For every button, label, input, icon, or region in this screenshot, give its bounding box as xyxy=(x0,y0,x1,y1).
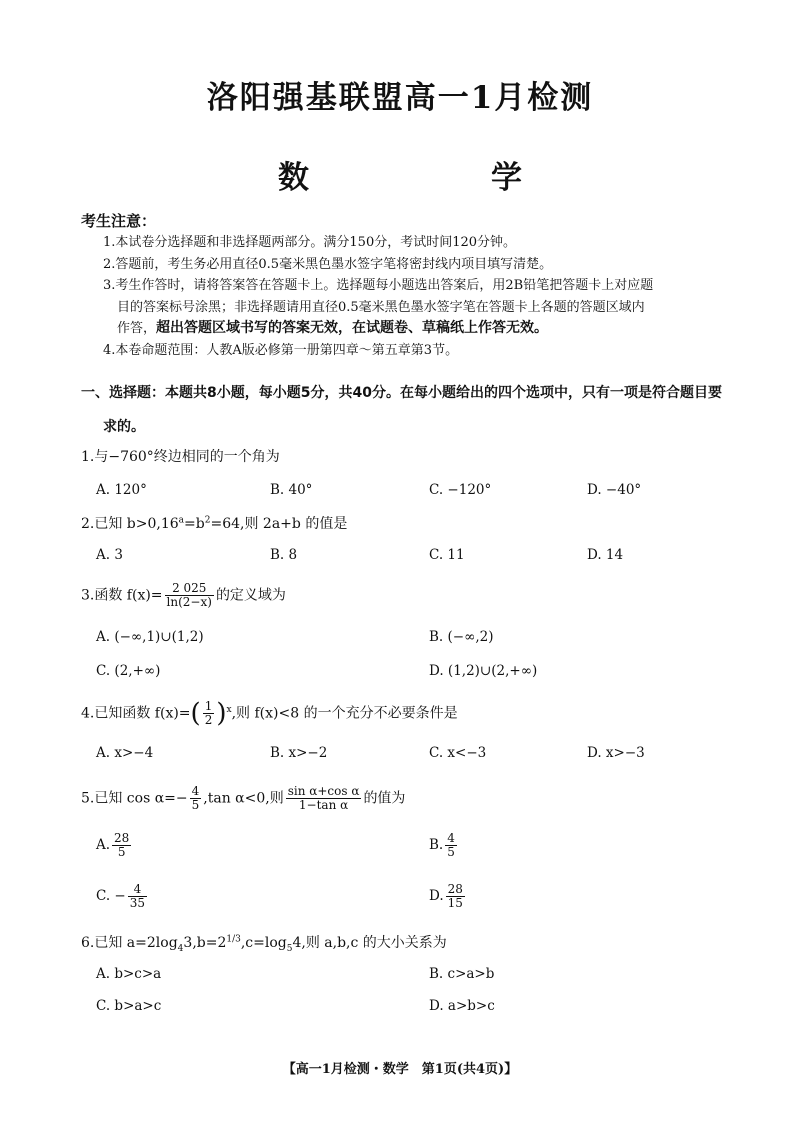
q5-c-label: C. − xyxy=(96,888,126,904)
q4-fraction xyxy=(203,700,215,727)
subject-title: 数 学 xyxy=(278,160,562,196)
notice-line-1: 1.本试卷分选择题和非选择题两部分。满分150分，考试时间120分钟。 xyxy=(103,235,517,250)
q2-exponent-2: 2 xyxy=(204,515,211,526)
q3-option-d: D. (1,2)∪(2,+∞) xyxy=(429,663,538,679)
q4-numerator: 1 xyxy=(204,699,213,713)
notice-heading: 考生注意： xyxy=(81,212,157,230)
q5-a-label: A. xyxy=(96,837,111,853)
q1-option-a: A. 120° xyxy=(96,482,147,498)
notice-line-3: 3.考生作答时，请将答案答在答题卡上。选择题每小题选出答案后，用2B铅笔把答题卡上对应题 xyxy=(103,278,654,293)
q2-option-a: A. 3 xyxy=(96,547,123,563)
q2-text: =b xyxy=(184,516,205,532)
q5-c-fraction xyxy=(128,883,147,910)
q5-a-fraction xyxy=(112,832,131,859)
q2-text: 2.已知 b>0,16 xyxy=(81,516,179,532)
q4-text: 4.已知函数 f(x)= xyxy=(81,705,191,722)
question-2-stem xyxy=(81,513,347,533)
q5-option-d xyxy=(429,883,467,910)
page-footer: 【高一1月检测・数学 第1页(共4页)】 xyxy=(282,1062,518,1077)
question-4-stem xyxy=(81,700,458,727)
q6-text: 3,b=2 xyxy=(183,935,227,951)
q5-text: ,tan α<0,则 xyxy=(203,790,284,807)
q5-b-fraction xyxy=(445,832,457,859)
section-heading xyxy=(81,376,731,444)
q2-text: =64,则 2a+b 的值是 xyxy=(210,516,348,532)
q5-numerator-2: sin α+cos α xyxy=(287,784,360,798)
q5-numerator-1: 4 xyxy=(191,784,200,798)
notice-line-3-cont: 目的答案标号涂黑；非选择题请用直径0.5毫米黑色墨水签字笔在答题卡上各题的答题区域内 xyxy=(117,299,645,315)
q4-left-paren: ( xyxy=(190,698,201,729)
question-1-stem: 1.与−760°终边相同的一个角为 xyxy=(81,449,280,465)
q3-text: 3.函数 f(x)= xyxy=(81,587,163,604)
question-5-stem xyxy=(81,785,405,812)
question-6-stem xyxy=(81,932,447,954)
q3-option-c: C. (2,+∞) xyxy=(96,663,161,679)
q4-right-paren: ) xyxy=(216,698,227,729)
q2-option-b: B. 8 xyxy=(270,547,298,563)
q3-numerator: 2 025 xyxy=(172,581,207,595)
q3-denominator: ln(2−x) xyxy=(166,595,212,609)
q5-d-fraction xyxy=(446,883,465,910)
q4-option-d: D. x>−3 xyxy=(587,745,645,761)
q4-option-c: C. x<−3 xyxy=(429,745,487,761)
q5-c-den: 35 xyxy=(129,896,146,910)
q5-option-c xyxy=(96,883,149,910)
q5-d-label: D. xyxy=(429,888,444,904)
q5-b-num: 4 xyxy=(447,831,455,845)
q6-option-b: B. c>a>b xyxy=(429,966,495,982)
q6-option-d: D. a>b>c xyxy=(429,998,495,1014)
q5-text: 5.已知 cos α=− xyxy=(81,790,188,807)
q5-b-den: 5 xyxy=(447,845,455,859)
q4-option-b: B. x>−2 xyxy=(270,745,328,761)
q5-text: 的值为 xyxy=(363,790,406,807)
q5-c-num: 4 xyxy=(133,882,142,896)
q2-option-c: C. 11 xyxy=(429,547,465,563)
q5-denominator-1: 5 xyxy=(191,798,200,812)
q2-option-d: D. 14 xyxy=(587,547,624,563)
q3-option-b: B. (−∞,2) xyxy=(429,629,494,645)
q5-a-den: 5 xyxy=(112,845,131,859)
q5-fraction-2 xyxy=(286,785,362,812)
notice-emphasis: 超出答题区域书写的答案无效，在试题卷、草稿纸上作答无效。 xyxy=(156,320,549,336)
q1-option-d: D. −40° xyxy=(587,482,642,498)
q3-text: 的定义域为 xyxy=(215,587,286,604)
q6-text: 4,则 a,b,c 的大小关系为 xyxy=(292,935,447,951)
notice-text: 作答， xyxy=(117,321,157,336)
q4-denominator: 2 xyxy=(204,713,213,727)
q1-option-c: C. −120° xyxy=(429,482,492,498)
q4-text: ,则 f(x)<8 的一个充分不必要条件是 xyxy=(231,705,458,722)
notice-line-3-end xyxy=(103,318,743,340)
section-heading-line-2: 求的。 xyxy=(103,419,145,435)
notice-line-2: 2.答题前，考生务必用直径0.5毫米黑色墨水签字笔将密封线内项目填写清楚。 xyxy=(103,256,553,272)
q5-option-b xyxy=(429,832,459,859)
q6-text: ,c=log xyxy=(240,935,287,951)
q2-exponent-a: a xyxy=(178,515,185,526)
q4-option-a: A. x>−4 xyxy=(96,745,154,761)
section-heading-line-1: 一、选择题：本题共8小题，每小题5分，共40分。在每小题给出的四个选项中，只有一项是符合题目要 xyxy=(81,385,722,401)
q5-b-label: B. xyxy=(429,837,444,853)
q5-d-num: 28 xyxy=(447,882,463,896)
q3-fraction xyxy=(165,582,214,609)
q6-log-base-1: 4 xyxy=(177,943,184,954)
q6-exponent: 1/3 xyxy=(226,934,241,945)
q5-fraction-1 xyxy=(190,785,202,812)
q5-denominator-2: 1−tan α xyxy=(286,798,362,812)
q5-option-a xyxy=(96,832,133,859)
page-title: 洛阳强基联盟高一1月检测 xyxy=(206,80,594,116)
q6-text: 6.已知 a=2log xyxy=(81,935,178,951)
notice-block xyxy=(103,232,743,361)
q5-d-den: 15 xyxy=(447,896,463,910)
notice-line-4: 4.本卷命题范围：人教A版必修第一册第四章～第五章第3节。 xyxy=(103,342,459,358)
q6-option-a: A. b>c>a xyxy=(96,966,162,982)
q6-log-base-2: 5 xyxy=(286,943,293,954)
q1-option-b: B. 40° xyxy=(270,482,313,498)
q4-exponent: x xyxy=(226,704,232,715)
q5-a-num: 28 xyxy=(114,831,130,845)
q3-option-a: A. (−∞,1)∪(1,2) xyxy=(96,629,204,645)
q6-option-c: C. b>a>c xyxy=(96,998,162,1014)
question-3-stem xyxy=(81,582,286,609)
